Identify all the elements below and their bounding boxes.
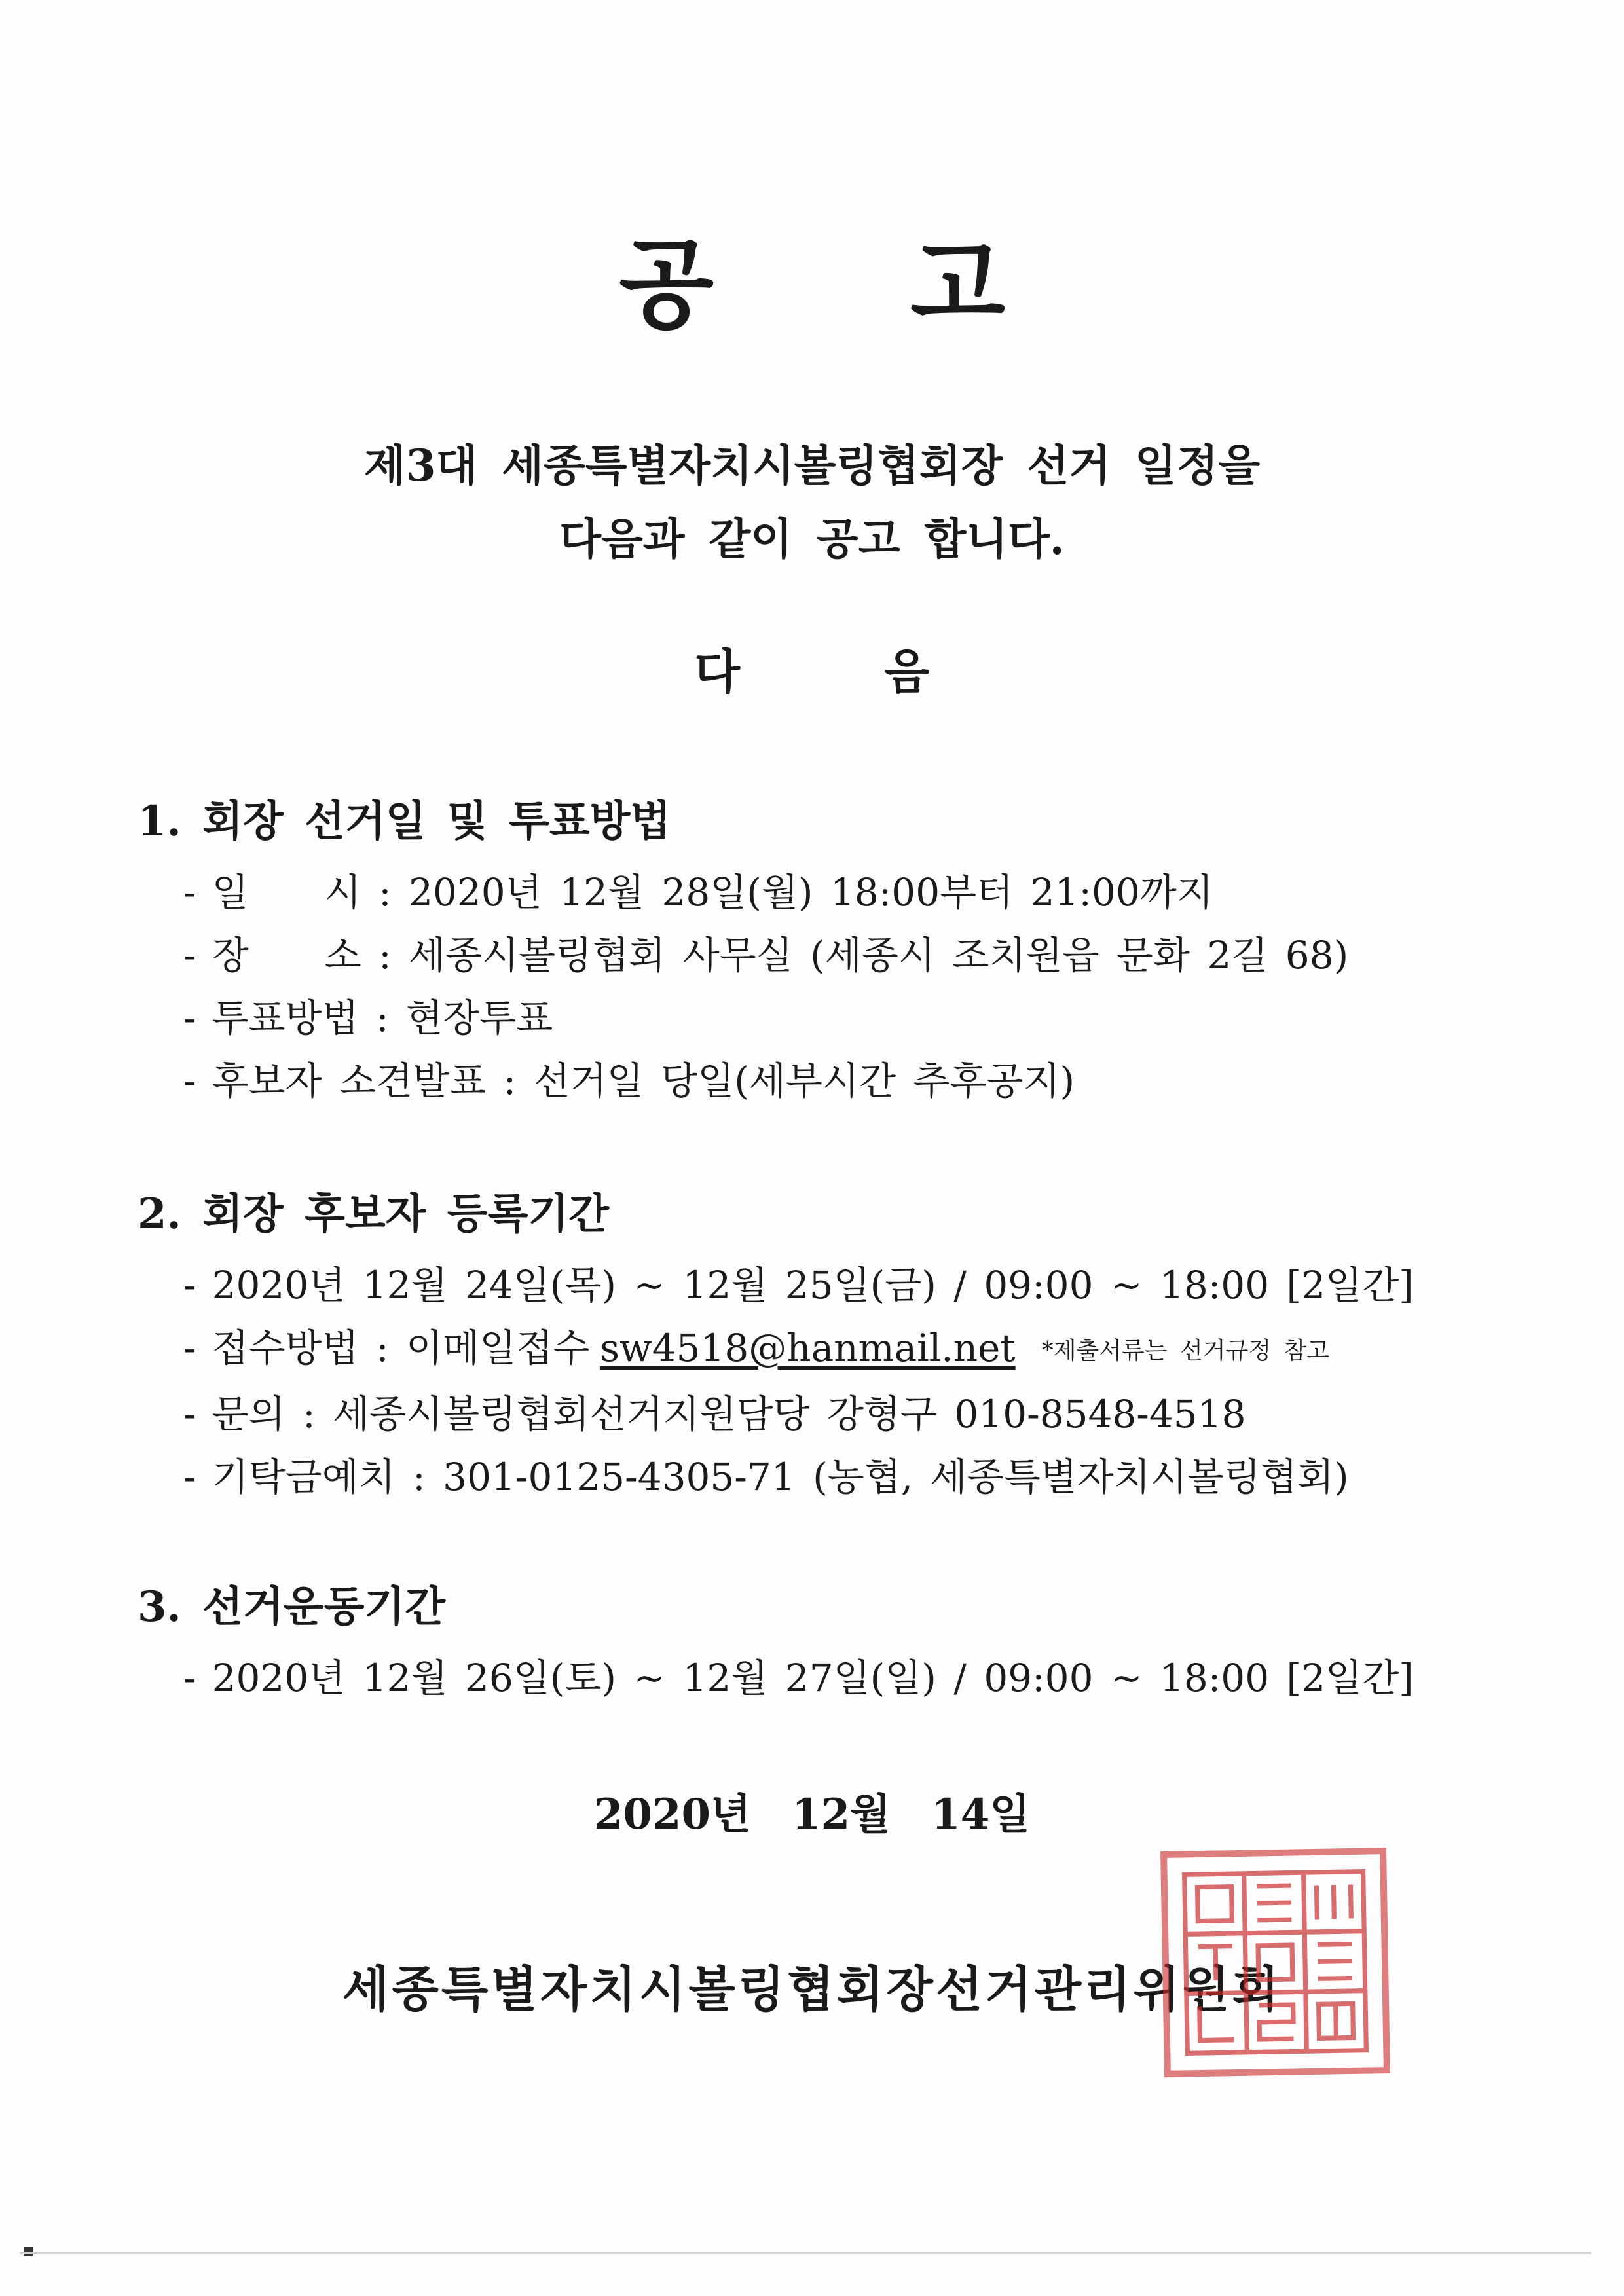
item-text: 문의 : 세종시볼링협회선거지원담당 강형구 010-8548-4518 <box>212 1391 1246 1436</box>
item-text: 접수방법 : 이메일접수 <box>212 1326 590 1370</box>
notice-date: 2020년 12월 14일 <box>593 1790 1031 1839</box>
title-char-1: 공 <box>619 227 714 342</box>
dash-bullet: - <box>183 1391 196 1436</box>
item-text: 일 시 : 2020년 12월 28일(월) 18:00부터 21:00까지 <box>212 870 1213 915</box>
scan-mark <box>24 2247 33 2256</box>
daeum-char-2: 음 <box>884 644 930 699</box>
item-text: 후보자 소견발표 : 선거일 당일(세부시간 추후공지) <box>212 1059 1075 1103</box>
item-text: 2020년 12월 24일(목) ~ 12월 25일(금) / 09:00 ~ 18:00 [2일간] <box>212 1263 1414 1307</box>
item-text: 투표방법 : 현장투표 <box>212 996 553 1040</box>
section-heading: 3. 선거운동기간 <box>138 1582 446 1631</box>
section-divider-heading <box>0 644 1624 699</box>
notice-title <box>0 227 1624 342</box>
section-heading: 2. 회장 후보자 등록기간 <box>138 1190 610 1239</box>
list-item <box>183 1446 1513 1508</box>
list-item <box>183 1383 1513 1446</box>
list-item <box>183 987 1513 1049</box>
dash-bullet: - <box>183 1656 196 1700</box>
list-item <box>183 924 1513 987</box>
submission-note: *제출서류는 선거규정 참고 <box>1041 1337 1330 1364</box>
daeum-char-1: 다 <box>694 644 740 699</box>
intro-line-1: 제3대 세종특별자치시볼링협회장 선거 일정을 <box>363 440 1261 491</box>
email-link[interactable]: sw4518@hanmail.net <box>600 1326 1016 1370</box>
dash-bullet: - <box>183 1059 196 1103</box>
list-item <box>183 1647 1513 1709</box>
section-election-date <box>138 795 1513 1112</box>
item-text: 기탁금예치 : 301-0125-4305-71 (농협, 세종특별자치시볼링협회) <box>212 1454 1349 1499</box>
item-text: 장 소 : 세종시볼링협회 사무실 (세종시 조치원읍 문화 2길 68) <box>212 933 1349 977</box>
section-campaign-period <box>138 1581 1513 1709</box>
intro-line-2: 다음과 같이 공고 합니다. <box>559 513 1065 564</box>
list-item <box>183 1049 1513 1112</box>
dash-bullet: - <box>183 870 196 915</box>
item-text: 2020년 12월 26일(토) ~ 12월 27일(일) / 09:00 ~ 18:00 [2일간] <box>212 1656 1414 1700</box>
list-item <box>183 1254 1513 1317</box>
dash-bullet: - <box>183 996 196 1040</box>
bottom-divider <box>20 2252 1591 2254</box>
intro-text <box>0 429 1624 575</box>
dash-bullet: - <box>183 1454 196 1499</box>
dash-bullet: - <box>183 933 196 977</box>
section-candidate-registration <box>138 1188 1513 1508</box>
dash-bullet: - <box>183 1326 196 1370</box>
organization-name: 세종특별자치시볼링협회장선거관리위원회 <box>342 1961 1282 2018</box>
title-char-2: 고 <box>910 227 1005 342</box>
section-heading: 1. 회장 선거일 및 투표방법 <box>138 797 671 846</box>
seal-icon <box>1167 1854 1384 2071</box>
list-item <box>183 861 1513 924</box>
dash-bullet: - <box>183 1263 196 1307</box>
list-item <box>183 1317 1513 1383</box>
official-seal <box>1160 1848 1390 2077</box>
